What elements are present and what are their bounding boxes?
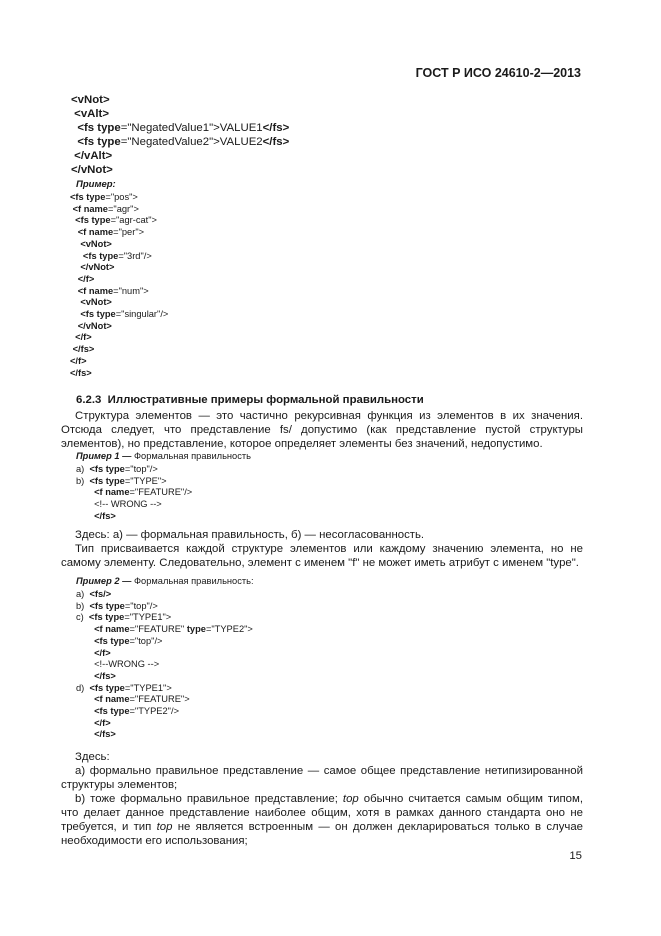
code-segment: d) xyxy=(76,682,90,693)
example1-code xyxy=(76,464,192,523)
code-line xyxy=(70,368,168,380)
code-line xyxy=(76,718,253,730)
code-line xyxy=(76,694,253,706)
code-segment: </fs> xyxy=(262,136,290,149)
code-segment: </f> xyxy=(70,332,92,343)
code-segment: <fs type xyxy=(89,682,125,693)
code-block-negated-values xyxy=(71,93,289,178)
code-line xyxy=(76,589,253,601)
code-line xyxy=(70,204,168,216)
code-segment: ="TYPE"> xyxy=(124,475,167,486)
code-line xyxy=(71,163,289,177)
code-segment: </vNot> xyxy=(71,164,113,177)
code-segment: <vNot> xyxy=(71,94,110,106)
code-line xyxy=(76,729,253,741)
code-segment: <fs type xyxy=(70,309,116,320)
code-line xyxy=(70,286,168,298)
code-line xyxy=(70,239,168,251)
code-line xyxy=(76,464,192,476)
closing-paragraphs xyxy=(61,750,583,848)
code-segment: <f name xyxy=(70,203,108,214)
code-segment: b) xyxy=(76,475,90,486)
code-line xyxy=(70,297,168,309)
code-segment: <fs type xyxy=(70,192,106,202)
code-segment: ="top"/> xyxy=(124,600,158,611)
item-b-top-term-2: top xyxy=(156,821,173,833)
code-segment: type xyxy=(97,136,121,149)
code-line xyxy=(76,499,192,511)
code-segment: </f> xyxy=(94,717,111,728)
code-segment: b) xyxy=(76,600,90,611)
code-line xyxy=(76,476,192,488)
code-segment: ="NegatedValue1">VALUE1 xyxy=(120,122,263,135)
code-segment: <vNot> xyxy=(70,297,112,308)
code-line xyxy=(70,309,168,321)
item-b-part1: b) тоже формально правильное представление; xyxy=(75,793,343,805)
code-line xyxy=(76,511,192,523)
code-line xyxy=(76,636,253,648)
code-segment: <f name xyxy=(70,285,114,296)
example1-label: Пример 1 — xyxy=(76,451,132,461)
code-segment: ="num"> xyxy=(113,285,149,296)
code-segment: </fs> xyxy=(94,510,116,521)
code-line xyxy=(71,93,289,107)
code-segment: type xyxy=(97,122,121,135)
code-segment xyxy=(76,648,94,658)
code-block-example xyxy=(70,192,168,379)
page-number: 15 xyxy=(569,850,582,862)
code-segment: <fs type xyxy=(70,215,111,226)
code-segment: ="TYPE1"> xyxy=(124,682,172,693)
item-b-top-term: top xyxy=(342,793,359,805)
code-segment: <fs xyxy=(71,122,98,135)
code-segment xyxy=(76,694,94,704)
item-b-part3: не является встроенным — он должен декларироваться только в случае необходимости его использования; xyxy=(61,821,583,847)
example2-code xyxy=(76,589,253,741)
code-segment: </fs> xyxy=(94,670,116,681)
code-segment: <fs type xyxy=(89,475,125,486)
code-segment: </f> xyxy=(70,355,87,366)
code-line xyxy=(71,135,289,149)
code-segment: <f name xyxy=(94,487,130,498)
code-segment xyxy=(76,624,94,634)
code-segment: </f> xyxy=(70,273,95,284)
code-segment xyxy=(76,636,94,646)
code-line xyxy=(76,487,192,499)
code-line xyxy=(76,659,253,671)
code-segment: <!-- WRONG --> xyxy=(76,499,162,510)
code-segment: <f name xyxy=(94,694,130,705)
code-segment: </fs> xyxy=(262,122,290,135)
code-line xyxy=(70,215,168,227)
code-segment: ="3rd"/> xyxy=(118,250,152,261)
code-line xyxy=(76,648,253,660)
code-segment: <!--WRONG --> xyxy=(76,659,160,670)
code-segment: </fs> xyxy=(70,367,92,378)
code-segment: ="top"/> xyxy=(129,635,163,646)
code-segment: <vAlt> xyxy=(71,108,109,121)
code-line xyxy=(76,706,253,718)
code-line xyxy=(76,624,253,636)
code-line xyxy=(70,332,168,344)
paragraph-item-b xyxy=(61,792,583,848)
code-line xyxy=(71,149,289,163)
code-line xyxy=(71,121,289,135)
code-line xyxy=(71,107,289,121)
code-segment xyxy=(76,718,94,728)
code-line xyxy=(70,251,168,263)
code-segment: <fs type xyxy=(89,464,125,474)
code-segment: ="agr"> xyxy=(107,203,139,214)
code-segment xyxy=(76,487,94,497)
code-segment: ="pos"> xyxy=(105,192,138,202)
example-label: Пример: xyxy=(76,179,116,190)
item-b-part2: обычно считается самым общим типом, что делает данное представление наиболее общим, хотя в рамках данного стандарта оно не требуется, и тип xyxy=(61,793,584,833)
code-segment: </fs> xyxy=(70,344,95,355)
code-segment: <vNot> xyxy=(70,238,112,249)
code-line xyxy=(70,321,168,333)
code-segment: <fs type xyxy=(94,635,130,646)
code-segment: ="per"> xyxy=(113,227,145,238)
paragraph-3-text: Тип присваивается каждой структуре элементов или каждому значению элемента, но не самому элементу. Следовательно, элемент с именем "f" не может иметь атрибут с именем "type". xyxy=(61,543,583,569)
code-segment: type xyxy=(186,624,206,635)
code-line xyxy=(76,683,253,695)
code-segment xyxy=(76,729,94,739)
code-line xyxy=(70,344,168,356)
paragraph-here: Здесь: xyxy=(75,751,110,763)
code-line xyxy=(70,262,168,274)
code-segment: <fs type xyxy=(89,600,125,611)
code-segment: ="top"/> xyxy=(124,464,158,474)
code-segment xyxy=(76,706,94,716)
section-paragraph-text: Структура элементов — это частично рекурсивная функция из элементов в их значения. Отсюда следует, что представление fs/ допустимо (как представление пустой структуры элементов), но представление, которое определяет элементы без значений, недопустимо. xyxy=(61,410,583,450)
code-line xyxy=(76,671,253,683)
example1-title: Формальная правильность xyxy=(131,451,251,461)
code-segment: <fs type xyxy=(70,250,119,261)
code-segment: ="FEATURE"/> xyxy=(129,487,193,498)
code-segment: ="FEATURE"> xyxy=(129,694,190,705)
code-segment: ="TYPE1"> xyxy=(124,612,172,623)
code-segment: ="singular"/> xyxy=(115,309,169,320)
code-line xyxy=(70,227,168,239)
example2-label: Пример 2 — xyxy=(76,576,132,586)
code-segment xyxy=(76,511,94,521)
code-line xyxy=(70,356,168,368)
paragraph-2 xyxy=(61,528,583,570)
code-segment: </vNot> xyxy=(70,262,115,273)
code-segment: a) xyxy=(76,589,90,599)
example1-caption xyxy=(76,451,251,461)
code-segment: a) xyxy=(76,464,90,474)
code-segment: <fs xyxy=(71,136,98,149)
code-segment xyxy=(76,671,94,681)
code-segment: c) xyxy=(76,612,89,623)
code-segment: ="TYPE2"/> xyxy=(129,706,179,717)
code-segment: </f> xyxy=(94,647,111,658)
section-paragraph xyxy=(61,409,583,451)
section-title: 6.2.3 Иллюстративные примеры формальной правильности xyxy=(76,394,424,406)
code-segment: ="TYPE2"> xyxy=(205,624,253,635)
code-segment: <f name xyxy=(70,227,114,238)
paragraph-item-a: a) формально правильное представление — самое общее представление нетипизированной структуры элементов; xyxy=(61,765,583,791)
code-segment: <fs/> xyxy=(89,589,112,599)
code-segment: </vAlt> xyxy=(71,150,113,163)
paragraph-2-text: Здесь: а) — формальная правильность, б) — несогласованность. xyxy=(75,529,425,541)
document-header: ГОСТ Р ИСО 24610-2—2013 xyxy=(415,66,581,80)
example2-caption xyxy=(76,576,254,586)
code-segment: ="agr-cat"> xyxy=(110,215,157,226)
example2-title: Формальная правильность: xyxy=(131,576,254,586)
code-line xyxy=(70,192,168,204)
code-line xyxy=(76,601,253,613)
code-segment: </fs> xyxy=(94,729,116,740)
code-segment: <fs type xyxy=(88,612,125,623)
code-line xyxy=(70,274,168,286)
code-segment: ="FEATURE" xyxy=(129,624,187,635)
code-segment: <fs type xyxy=(94,706,130,717)
code-segment: <f name xyxy=(94,624,130,635)
code-segment: ="NegatedValue2">VALUE2 xyxy=(120,136,263,149)
code-line xyxy=(76,612,253,624)
code-segment: </vNot> xyxy=(70,320,112,331)
